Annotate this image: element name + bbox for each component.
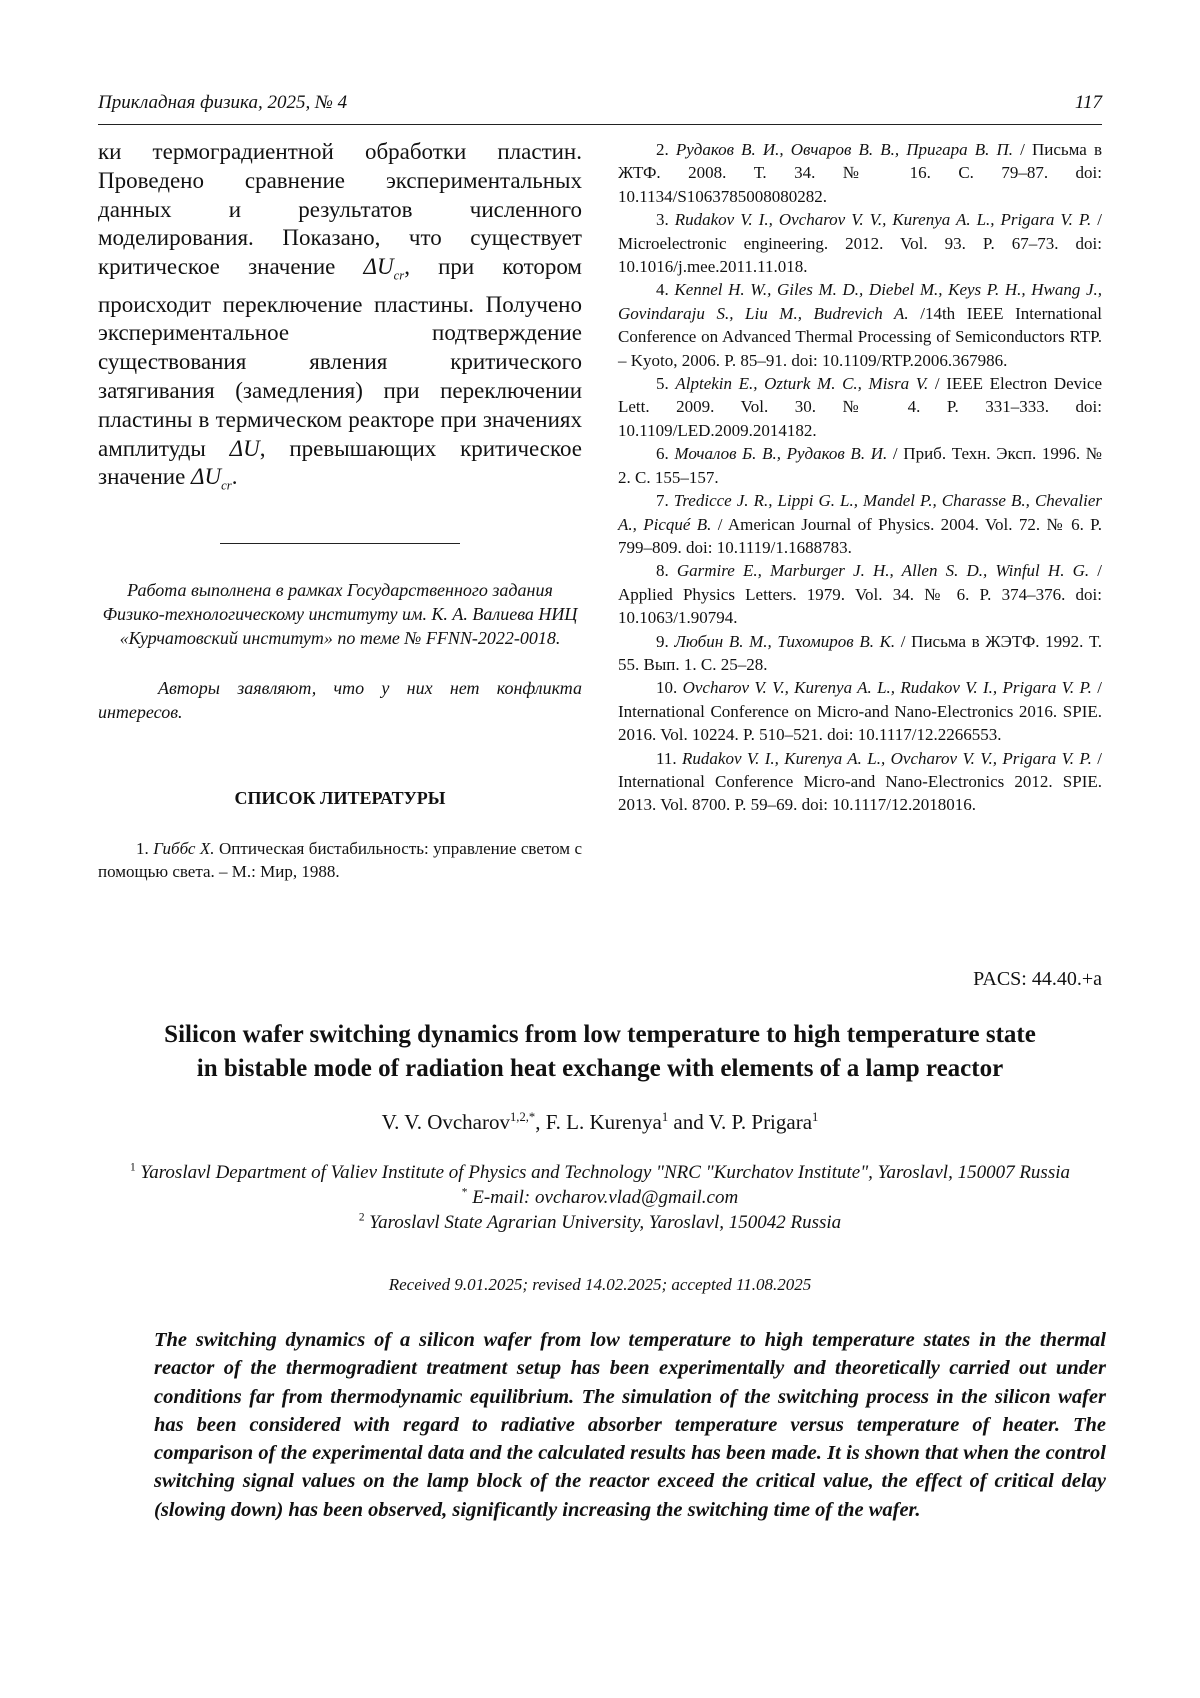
left-column [98, 138, 582, 884]
right-column [618, 138, 1102, 817]
reference-authors: Гиббс Х. [153, 838, 215, 858]
reference-text: / American Journal of Physics. 2004. Vol. 72. № 6. P. 799–809. doi: 10.1119/1.1688783. [618, 514, 1103, 557]
abstract: The switching dynamics of a silicon wafer from low temperature to high temperature states in the thermal reactor of the thermogradient treatment setup has been experimentally and theoretically carried out under conditions far from thermodynamic equilibrium. The simulation of the switching process in the silicon wafer has been considered with regard to radiative absorber temperature versus temperature of heater. The comparison of the experimental data and the calculated results has been made. It is shown that when the control switching signal values on the lamp block of the reactor exceed the critical value, the effect of critical delay (slowing down) has been observed, significantly increasing the switching time of the wafer. [154, 1329, 1106, 1521]
received-dates: Received 9.01.2025; revised 14.02.2025; accepted 11.08.2025 [388, 1275, 812, 1294]
reference-authors: Рудаков В. И., Овчаров В. В., Пригара В. П. [675, 140, 1014, 159]
reference-authors: Tredicce J. R., Lippi G. L., Mandel P., Charasse B., Chevalier A., Picqué B. [618, 491, 1102, 534]
reference-text: / Письма в ЖЭТФ. 1992. Т. 55. Вып. 1. С. 25–28. [618, 631, 1102, 674]
reference-text: / Microelectronic engineering. 2012. Vol. 93. P. 67–73. doi: 10.1016/j.mee.2011.11.018. [618, 210, 1102, 277]
reference-item: 5. Alptekin E., Ozturk M. C., Misra V. / IEEE Electron Device Lett. 2009. Vol. 30. № 4. P. 331–333. doi: 10.1109/LED.2009.2014182. [618, 374, 1102, 440]
reference-authors: Rudakov V. I., Ovcharov V. V., Kurenya A. L., Prigara V. P. [674, 210, 1092, 230]
affiliation-line: $^1$ Yaroslavl Department of Valiev Institute of Physics and Technology "NRC "Kurchatov Institute", Yaroslavl, 150007 Russia [129, 1161, 1071, 1183]
reference-authors: Kennel H. W., Giles M. D., Diebel M., Keys P. H., Hwang J., Govindaraju S., Liu M., Budrevich A. [618, 280, 1102, 323]
math-delta-u: ΔU [229, 435, 260, 461]
reference-text: / International Conference Micro-and Nano-Electronics 2012. SPIE. 2013. Vol. 8700. P. 59–69. doi: 10.1117/12.2018016. [618, 748, 1103, 815]
reference-authors: Мочалов Б. В., Рудаков В. И. [674, 444, 888, 464]
body-text-4: . [231, 464, 238, 490]
reference-text: / Applied Physics Letters. 1979. Vol. 34. № 6. P. 374–376. doi: 10.1063/1.90794. [618, 561, 1102, 628]
reference-item: 8. Garmire E., Marburger J. H., Allen S. D., Winful H. G. / Applied Physics Letters. 1979. Vol. 34. № 6. P. 374–376. doi: 10.1063/1.90794. [618, 561, 1102, 628]
reference-text: /14th IEEE International Conference on Advanced Thermal Processing of Semiconductors RTP. – Kyoto, 2006. P. 85–91. doi: 10.1109/RTP.2006.367986. [618, 303, 1102, 370]
reference-authors: Ovcharov V. V., Kurenya A. L., Rudakov V. I., Prigara V. P. [682, 678, 1092, 698]
reference-item: 3. Rudakov V. I., Ovcharov V. V., Kurenya A. L., Prigara V. P. / Microelectronic engineering. 2012. Vol. 93. P. 67–73. doi: 10.1016/j.mee.2011.11.018. [618, 210, 1102, 277]
reference-item: 6. Мочалов Б. В., Рудаков В. И. / Приб. Техн. Эксп. 1996. № 2. С. 155–157. [618, 444, 1103, 487]
reference-authors: Garmire E., Marburger J. H., Allen S. D., Winful H. G. [676, 561, 1090, 581]
author-name: F. L. Kurenya$^1$ and [545, 1110, 709, 1134]
body-paragraph [98, 138, 582, 501]
references-heading: СПИСОК ЛИТЕРАТУРЫ [234, 787, 446, 808]
body-text-1: ки термоградиентной обработки пластин. Проведено сравнение экспериментальных данных и результатов численного моделирования. Показано, что существует критическое значение [98, 139, 582, 280]
reference-text: / Приб. Техн. Эксп. 1996. № 2. С. 155–157. [618, 444, 1103, 487]
article-title: Silicon wafer switching dynamics from low temperature to high temperature state in bistable mode of radiation heat exchange with elements of a lamp reactor [164, 1021, 1036, 1082]
reference-authors: Rudakov V. I., Kurenya A. L., Ovcharov V. V., Prigara V. P. [682, 748, 1092, 768]
reference-text: Оптическая бистабильность: управление светом с помощью света. – М.: Мир, 1988. [98, 838, 582, 882]
reference-authors: Alptekin E., Ozturk M. C., Misra V. [675, 374, 929, 394]
affiliation-line: $^2$ Yaroslavl State Agrarian University, Yaroslavl, 150042 Russia [358, 1211, 842, 1233]
reference-item: 7. Tredicce J. R., Lippi G. L., Mandel P., Charasse B., Chevalier A., Picqué B. / American Journal of Physics. 2004. Vol. 72. № 6. P. 799–809. doi: 10.1119/1.1688783. [618, 491, 1103, 557]
reference-text: / International Conference on Micro-and Nano-Electronics 2016. SPIE. 2016. Vol. 10224. P. 510–521. doi: 10.1117/12.2266553. [618, 678, 1102, 745]
header-rule [98, 124, 1102, 125]
author-name: V. P. Prigara$^1$ [708, 1110, 819, 1134]
reference-item: 2. Рудаков В. И., Овчаров В. В., Пригара В. П. / Письма в ЖТФ. 2008. Т. 34. № 16. С. 79–87. doi: 10.1134/S1063785008080282. [618, 140, 1102, 206]
author-name: V. V. Ovcharov$^{1,2,*}$, [381, 1110, 546, 1134]
journal-name: Прикладная физика, 2025, № 4 [98, 92, 348, 113]
math-delta-u-cr-1: $\Delta U_{cr}$ [363, 254, 405, 283]
running-header [98, 92, 1102, 116]
reference-item: 11. Rudakov V. I., Kurenya A. L., Ovcharov V. V., Prigara V. P. / International Conference Micro-and Nano-Electronics 2012. SPIE. 2013. Vol. 8700. P. 59–69. doi: 10.1117/12.2018016. [618, 748, 1103, 815]
conflict-statement: Авторы заявляют, что у них нет конфликта интересов. [98, 677, 582, 722]
body-text-3: , превышающих критическое значение [98, 435, 582, 490]
separator-rule [220, 543, 460, 544]
reference-authors: Любин В. М., Тихомиров В. К. [674, 631, 896, 651]
reference-text: / Письма в ЖТФ. 2008. Т. 34. № 16. С. 79–87. doi: 10.1134/S1063785008080282. [618, 140, 1102, 206]
reference-item: 1. Гиббс Х. Оптическая бистабильность: управление светом с помощью света. – М.: Мир, 1988. [98, 838, 582, 882]
math-delta-u-cr-2: $\Delta U_{cr}$ [191, 464, 232, 493]
funding-note: Работа выполнена в рамках Государственного задания Физико-технологическому институту им. К. А. Валиева НИЦ «Курчатовский институт» по теме № FFNN-2022-0018. [102, 579, 578, 648]
reference-item: 9. Любин В. М., Тихомиров В. К. / Письма в ЖЭТФ. 1992. Т. 55. Вып. 1. С. 25–28. [618, 631, 1102, 674]
affiliations [120, 1160, 1080, 1235]
body-text-2: , при котором происходит переключение пластины. Получено экспериментальное подтверждение существования явления критического затягивания (замедления) при переключении пластины в термическом реакторе при значениях амплитуды [98, 254, 582, 461]
page-number: 117 [1074, 92, 1102, 113]
affiliation-line: * E-mail: ovcharov.vlad@gmail.com [461, 1186, 739, 1208]
author-list [0, 1110, 1200, 1135]
reference-text: / IEEE Electron Device Lett. 2009. Vol. 30. № 4. P. 331–333. doi: 10.1109/LED.2009.2014182. [618, 374, 1102, 440]
pacs-code: PACS: 44.40.+a [973, 968, 1102, 990]
reference-item: 4. Kennel H. W., Giles M. D., Diebel M., Keys P. H., Hwang J., Govindaraju S., Liu M., Budrevich A. /14th IEEE International Conference on Advanced Thermal Processing of Semiconductors RTP. – Kyoto, 2006. P. 85–91. doi: 10.1109/RTP.2006.367986. [618, 280, 1102, 370]
reference-item: 10. Ovcharov V. V., Kurenya A. L., Rudakov V. I., Prigara V. P. / International Conference on Micro-and Nano-Electronics 2016. SPIE. 2016. Vol. 10224. P. 510–521. doi: 10.1117/12.2266553. [618, 678, 1102, 745]
